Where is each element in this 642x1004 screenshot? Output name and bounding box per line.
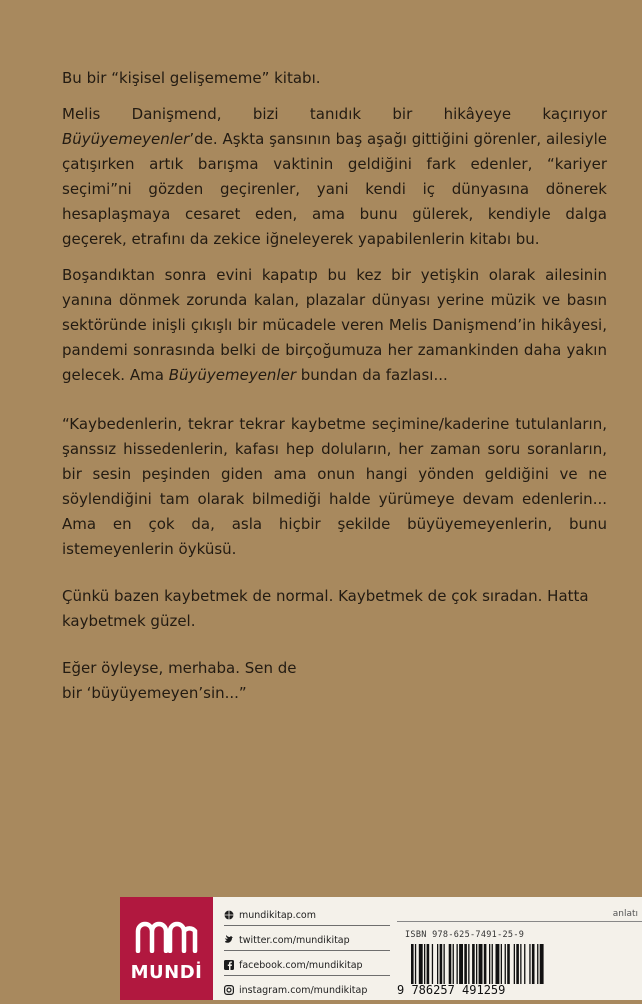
isbn-area <box>397 897 642 1000</box>
barcode-bar <box>514 944 515 984</box>
social-link-instagram[interactable]: instagram.com/mundikitap <box>224 980 390 1000</box>
barcode-bar <box>432 944 433 984</box>
blurb-tagline: Bu bir “kişisel gelişememe” kitabı. <box>62 69 321 87</box>
book-title-inline: Büyüyemeyenler <box>62 130 190 148</box>
barcode-bar <box>437 944 438 984</box>
blurb-quote <box>62 412 607 717</box>
quote-paragraph-3: Eğer öyleyse, merhaba. Sen de bir ‘büyüyemeyen’sin...” <box>62 659 297 702</box>
social-link-twitter[interactable]: twitter.com/mundikitap <box>224 930 390 951</box>
social-link-website[interactable]: mundikitap.com <box>224 905 390 926</box>
barcode-digits: 9 786257 491259 <box>397 983 506 997</box>
barcode-bar <box>457 944 458 984</box>
barcode-bar <box>427 944 430 984</box>
social-links <box>224 905 390 1004</box>
book-title-inline: Büyüyemeyenler <box>168 366 296 384</box>
barcode-bar <box>540 944 544 984</box>
barcode-bar <box>449 944 452 984</box>
barcode-bar <box>419 944 423 984</box>
publisher-name: MUNDİ <box>130 962 203 983</box>
barcode-bar <box>440 944 443 984</box>
barcode-bar <box>464 944 467 984</box>
barcode-bar <box>468 944 469 984</box>
barcode-bar <box>411 944 414 984</box>
quote-paragraph-2: Çünkü bazen kaybetmek de normal. Kaybetmek de çok sıradan. Hatta kaybetmek güzel. <box>62 587 589 630</box>
barcode-bar <box>532 944 535 984</box>
publisher-logo-mark <box>134 919 199 953</box>
barcode-bar <box>484 944 487 984</box>
imprint-strip <box>120 897 642 1000</box>
barcode-bar <box>529 944 530 984</box>
barcode-bar <box>507 944 510 984</box>
divider <box>397 921 642 922</box>
barcode-bar <box>537 944 538 984</box>
globe-icon <box>224 910 234 920</box>
barcode-bar <box>424 944 425 984</box>
genre-label: anlatı <box>612 909 638 919</box>
instagram-icon <box>224 985 234 995</box>
barcode-bar <box>492 944 493 984</box>
blurb-paragraph-1: Melis Danişmend, bizi tanıdık bir hikâyeye kaçırıyor Büyüyemeyenler’de. Aşkta şansının baş aşağı gittiğini görenler, ailesiyle çatışırken artık barışma vaktinin geldiğini fark edenler, “kariyer seçimi”ni gözden geçirenler, yani kendi iç dünyasına dönerek hesaplaşmaya cesaret eden, ama bunu gülerek, kendiyle dalga geçerek, etrafını da zekice iğneleyerek yapabilenlerin kitabı bu. <box>62 105 607 248</box>
facebook-icon <box>224 960 234 970</box>
barcode-bar <box>476 944 477 984</box>
blurb-paragraph-2: Boşandıktan sonra evini kapatıp bu kez bir yetişkin olarak ailesinin yanına dönmek zorunda kalan, plazalar dünyası yerine müzik ve basın sektöründe inişli çıkışlı bir mücadele veren Melis Danişmend’in hikâyesi, pandemi sonrasında belki de birçoğumuza her zamankinden daha yakın gelecek. Ama Büyüyemeyenler bundan da fazlası... <box>62 266 607 384</box>
publisher-logo <box>120 897 213 1000</box>
barcode-bar <box>444 944 445 984</box>
barcode-bar <box>479 944 483 984</box>
barcode <box>409 944 634 984</box>
quote-paragraph-1: “Kaybedenlerin, tekrar tekrar kaybetme seçimine/kaderine tutulanların, şanssız hissedenlerin, kafası hep doluların, her zaman soru soranların, bir sesin peşinden giden ama onun hangi yönden geldiğini ve ne söylendiğini tam olarak bilmediği halde yürümeye devam edenlerin... Ama en çok da, asla hiçbir şekilde büyüyemeyenlerin, bunu istemeyenlerin öyküsü. <box>62 415 607 558</box>
barcode-bar <box>489 944 490 984</box>
barcode-bar <box>501 944 502 984</box>
barcode-bar <box>516 944 519 984</box>
barcode-bar <box>453 944 454 984</box>
barcode-bar <box>520 944 521 984</box>
isbn-number: ISBN 978-625-7491-25-9 <box>405 930 525 940</box>
twitter-icon <box>224 935 234 945</box>
barcode-bar <box>472 944 475 984</box>
barcode-bar <box>505 944 506 984</box>
barcode-bar <box>496 944 500 984</box>
blurb-intro <box>62 66 607 399</box>
barcode-bar <box>459 944 463 984</box>
barcode-bar <box>415 944 416 984</box>
barcode-bar <box>524 944 525 984</box>
social-link-facebook[interactable]: facebook.com/mundikitap <box>224 955 390 976</box>
